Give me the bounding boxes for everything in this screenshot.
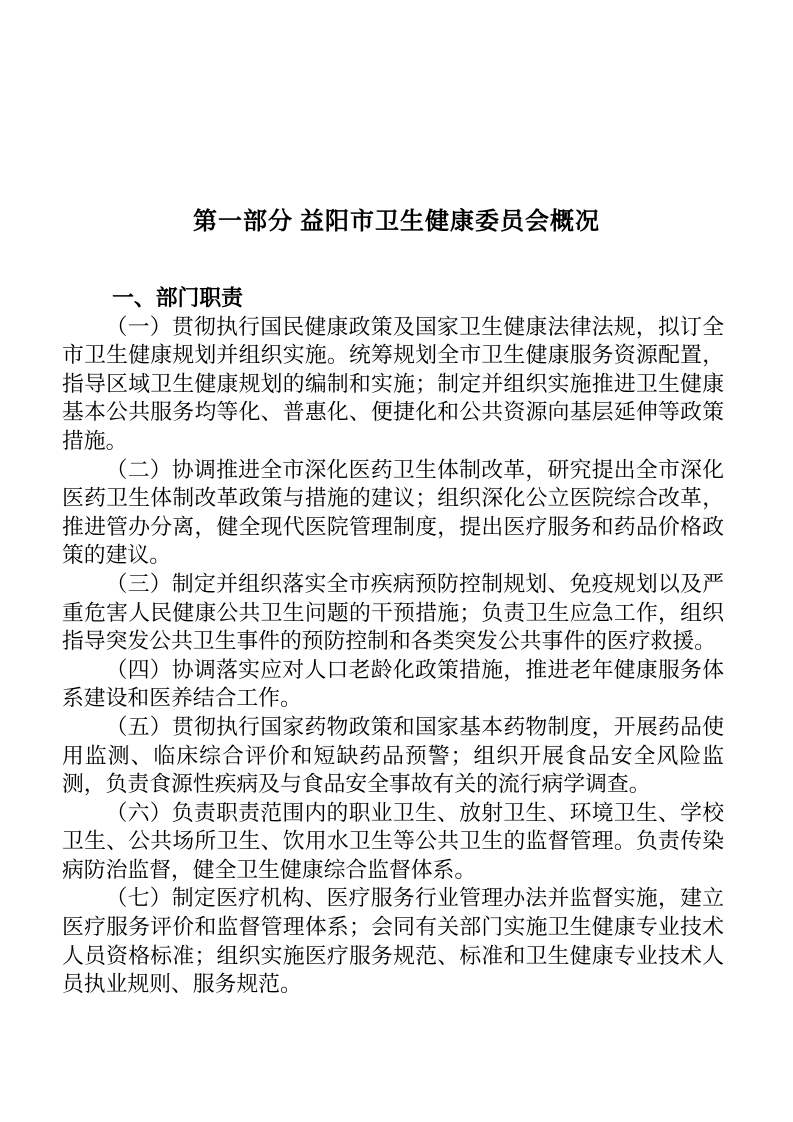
paragraph-duty-2: （二）协调推进全市深化医药卫生体制改革，研究提出全市深化医药卫生体制改革政策与措施的建议；组织深化公立医院综合改革，推进管办分离，健全现代医院管理制度，提出医疗服务和药品价格政策的建议。 bbox=[62, 457, 724, 568]
paragraph-duty-4: （四）协调落实应对人口老龄化政策措施，推进老年健康服务体系建设和医养结合工作。 bbox=[62, 657, 724, 711]
paragraph-duty-5: （五）贯彻执行国家药物政策和国家基本药物制度，开展药品使用监测、临床综合评价和短缺药品预警；组织开展食品安全风险监测，负责食源性疾病及与食品安全事故有关的流行病学调查。 bbox=[62, 714, 724, 797]
document-body bbox=[62, 284, 724, 999]
paragraph-duty-1: （一）贯彻执行国民健康政策及国家卫生健康法律法规，拟订全市卫生健康规划并组织实施。统筹规划全市卫生健康服务资源配置，指导区域卫生健康规划的编制和实施；制定并组织实施推进卫生健康基本公共服务均等化、普惠化、便捷化和公共资源向基层延伸等政策措施。 bbox=[62, 314, 724, 453]
paragraph-duty-7: （七）制定医疗机构、医疗服务行业管理办法并监督实施，建立医疗服务评价和监督管理体系；会同有关部门实施卫生健康专业技术人员资格标准；组织实施医疗服务规范、标准和卫生健康专业技术人员执业规则、服务规范。 bbox=[62, 886, 724, 997]
document-title: 第一部分 益阳市卫生健康委员会概况 bbox=[193, 209, 600, 235]
paragraph-duty-6: （六）负责职责范围内的职业卫生、放射卫生、环境卫生、学校卫生、公共场所卫生、饮用水卫生等公共卫生的监督管理。负责传染病防治监督，健全卫生健康综合监督体系。 bbox=[62, 800, 724, 882]
paragraph-duty-3: （三）制定并组织落实全市疾病预防控制规划、免疫规划以及严重危害人民健康公共卫生问题的干预措施；负责卫生应急工作，组织指导突发公共卫生事件的预防控制和各类突发公共事件的医疗救援。 bbox=[62, 571, 724, 654]
section-heading-department-duties: 一、部门职责 bbox=[112, 286, 243, 310]
